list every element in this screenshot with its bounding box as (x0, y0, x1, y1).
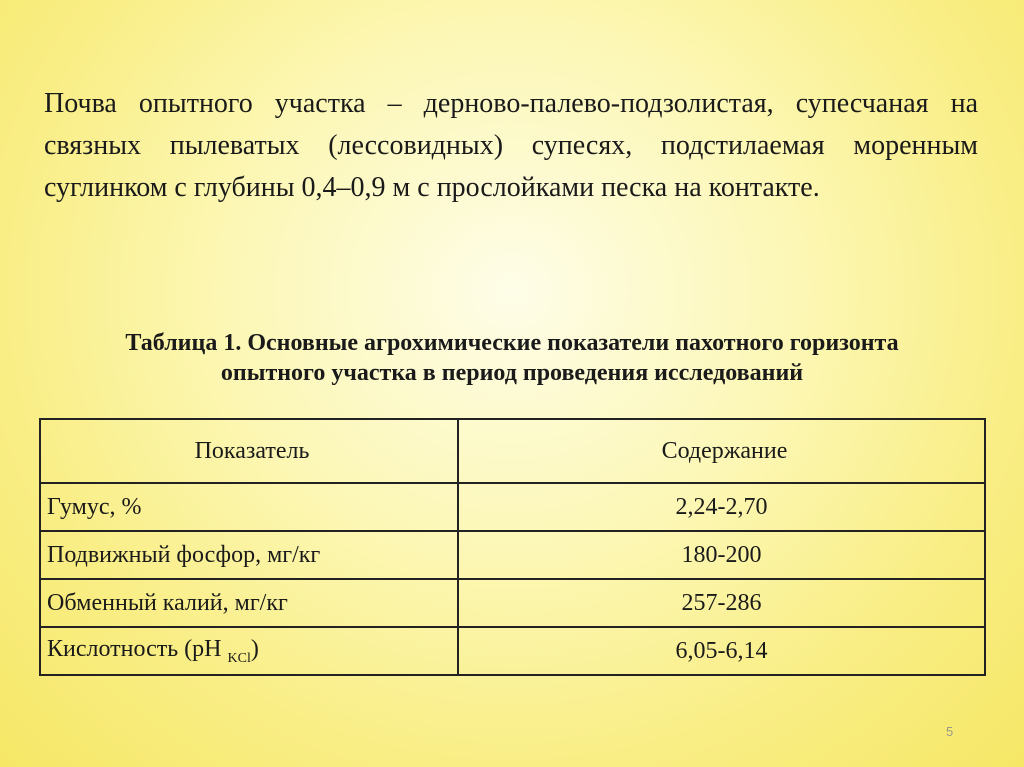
row-label: Обменный калий, мг/кг (40, 579, 458, 627)
row-label-close: ) (250, 635, 259, 662)
header-indicator: Показатель (40, 419, 458, 483)
intro-paragraph: Почва опытного участка – дерново-палево-подзолистая, супесчаная на связных пылеватых (лессовидных) супесях, подстилаемая моренным суглинком с глубины 0,4–0,9 м с прослойками песка на контакте. (44, 88, 978, 203)
row-value: 180-200 (458, 531, 985, 579)
page-number: 5 (946, 724, 954, 739)
table-caption (40, 328, 984, 388)
header-content: Содержание (458, 419, 985, 483)
row-label-text: Кислотность (pH (47, 635, 222, 662)
row-label: Гумус, % (40, 483, 458, 531)
row-label: Подвижный фосфор, мг/кг (40, 531, 458, 579)
table-caption-line-2: опытного участка в период проведения исследований (220, 360, 804, 386)
row-value: 257-286 (458, 579, 985, 627)
row-label (40, 627, 458, 675)
row-value: 6,05-6,14 (458, 627, 985, 675)
row-label-subscript: KCl (227, 650, 251, 666)
table-row (40, 579, 985, 627)
table-caption-line-1: Таблица 1. Основные агрохимические показатели пахотного горизонта (125, 330, 899, 356)
agrochemical-table (39, 418, 986, 676)
row-value: 2,24-2,70 (458, 483, 985, 531)
table-header-row (40, 419, 985, 483)
table-row (40, 627, 985, 675)
table-row (40, 531, 985, 579)
table-row (40, 483, 985, 531)
